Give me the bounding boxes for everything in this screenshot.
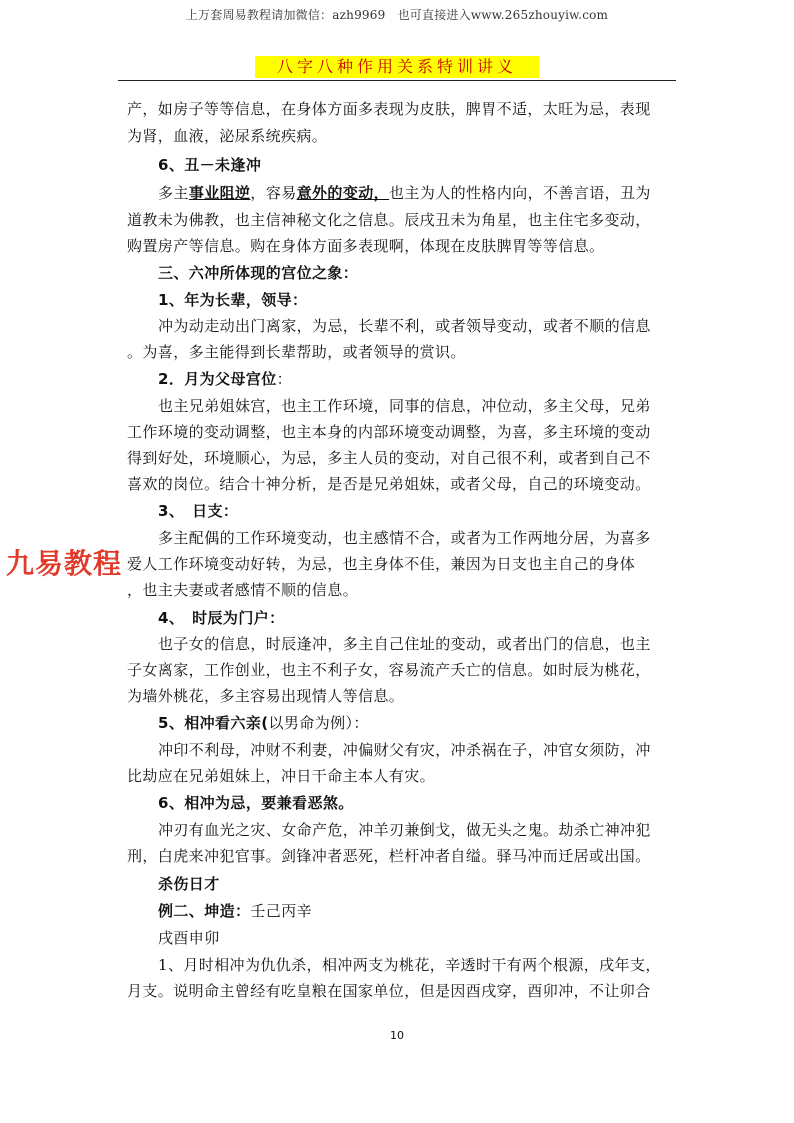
text-line: 冲刃有血光之灾、女命产危，冲羊刃兼倒戈，做无头之鬼。劫杀亡神冲犯 [158, 821, 651, 839]
text-line: 也子女的信息，时辰逢冲，多主自己住址的变动，或者出门的信息，也主 [158, 635, 651, 653]
text-line: 冲为动走动出门离家，为忌，长辈不利，或者领导变动，或者不顺的信息 [158, 317, 651, 335]
heading-month-pillar [158, 369, 292, 389]
text-span: 多主 [158, 184, 189, 202]
heading-evil-stars: 6、相冲为忌，要兼看恶煞。 [158, 794, 354, 812]
top-ad-note: 上万套周易教程请加微信：azh9969 也可直接进入www.265zhouyiw.com [185, 8, 609, 22]
document-title: 八字八种作用关系特训讲义 [255, 56, 539, 78]
heading-year-pillar: 1、年为长辈，领导： [158, 291, 308, 309]
text-line: 产，如房子等等信息，在身体方面多表现为皮肤，脾胃不适，太旺为忌，表现 [127, 100, 651, 118]
text-line: 月支。说明命主曾经有吃皇粮在国家单位，但是因酉戌穿，酉卯冲，不让卯合 [127, 982, 651, 1000]
text-span: 也主为人的性格内向，不善言语，丑为 [389, 184, 651, 202]
text-line: 为肾，血液，泌尿系统疾病。 [127, 127, 328, 145]
text-line: 也主兄弟姐妹宫，也主工作环境，同事的信息，冲位动，多主父母，兄弟 [158, 397, 651, 415]
text-line: 1、月时相冲为仇仇杀，相冲两支为桃花，辛透时干有两个根源，戌年支， [158, 956, 661, 974]
heading-shashang: 杀伤日才 [158, 875, 220, 893]
heading-text: 以男命为例）： [268, 714, 369, 732]
heading-text: 壬己丙辛 [250, 902, 313, 920]
heading-section-three: 三、六冲所体现的宫位之象： [158, 264, 359, 282]
emphasis-text: 事业阻逆 [188, 184, 251, 202]
heading-text: 2．月为父母宫位 [158, 370, 277, 388]
text-line: 戌酉申卯 [158, 929, 220, 947]
heading-hour-pillar: 4、 时辰为门户： [158, 609, 285, 627]
emphasis-text: 意外的变动， [296, 184, 390, 202]
page-number: 10 [390, 1029, 404, 1042]
heading-example-two [158, 901, 312, 921]
text-line: 比劫应在兄弟姐妹上，冲日干命主本人有灾。 [127, 767, 436, 785]
text-line: 购置房产等信息。购在身体方面多表现啊，体现在皮肤脾胃等等信息。 [127, 237, 605, 255]
text-line: 子女离家，工作创业，也主不利子女，容易流产夭亡的信息。如时辰为桃花， [127, 661, 651, 679]
text-line: 多主配偶的工作环境变动，也主感情不合，或者为工作两地分居，为喜多 [158, 529, 651, 547]
text-line: ，也主夫妻或者感情不顺的信息。 [127, 581, 359, 599]
text-line: 冲印不利母，冲财不利妻，冲偏财父有灾，冲杀祸在子，冲官女须防，冲 [158, 741, 651, 759]
heading-six-relatives [158, 713, 369, 733]
text-line: 喜欢的岗位。结合十神分析，是否是兄弟姐妹，或者父母，自己的环境变动。 [127, 475, 651, 493]
text-line: 道教未为佛教，也主信神秘文化之信息。辰戌丑未为角星，也主住宅多变动， [127, 211, 651, 229]
text-span: ，容易 [250, 184, 297, 202]
heading-text: 5、相冲看六亲( [158, 714, 269, 732]
text-line: 得到好处，环境顺心，为忌，多主人员的变动，对自己很不利，或者到自己不 [127, 449, 651, 467]
text-line: 爱人工作环境变动好转，为忌，也主身体不佳，兼因为日支也主自己的身体 [127, 555, 636, 573]
heading-day-branch: 3、 日支： [158, 502, 239, 520]
heading-text: ： [276, 370, 293, 388]
text-line: 刑，白虎来冲犯官事。剑锋冲者恶死，栏杆冲者自缢。驿马冲而迁居或出国。 [127, 847, 651, 865]
text-line: 工作环境的变动调整，也主本身的内部环境变动调整，为喜，多主环境的变动 [127, 423, 651, 441]
heading-text: 例二、坤造： [158, 902, 251, 920]
text-line: 。为喜，多主能得到长辈帮助，或者领导的赏识。 [127, 343, 466, 361]
text-line: 为墙外桃花，多主容易出现情人等信息。 [127, 687, 405, 705]
watermark-logo: 九易教程 [6, 547, 123, 580]
text-line [158, 183, 651, 203]
heading-chou-wei-clash: 6、丑－未逢冲 [158, 156, 262, 174]
